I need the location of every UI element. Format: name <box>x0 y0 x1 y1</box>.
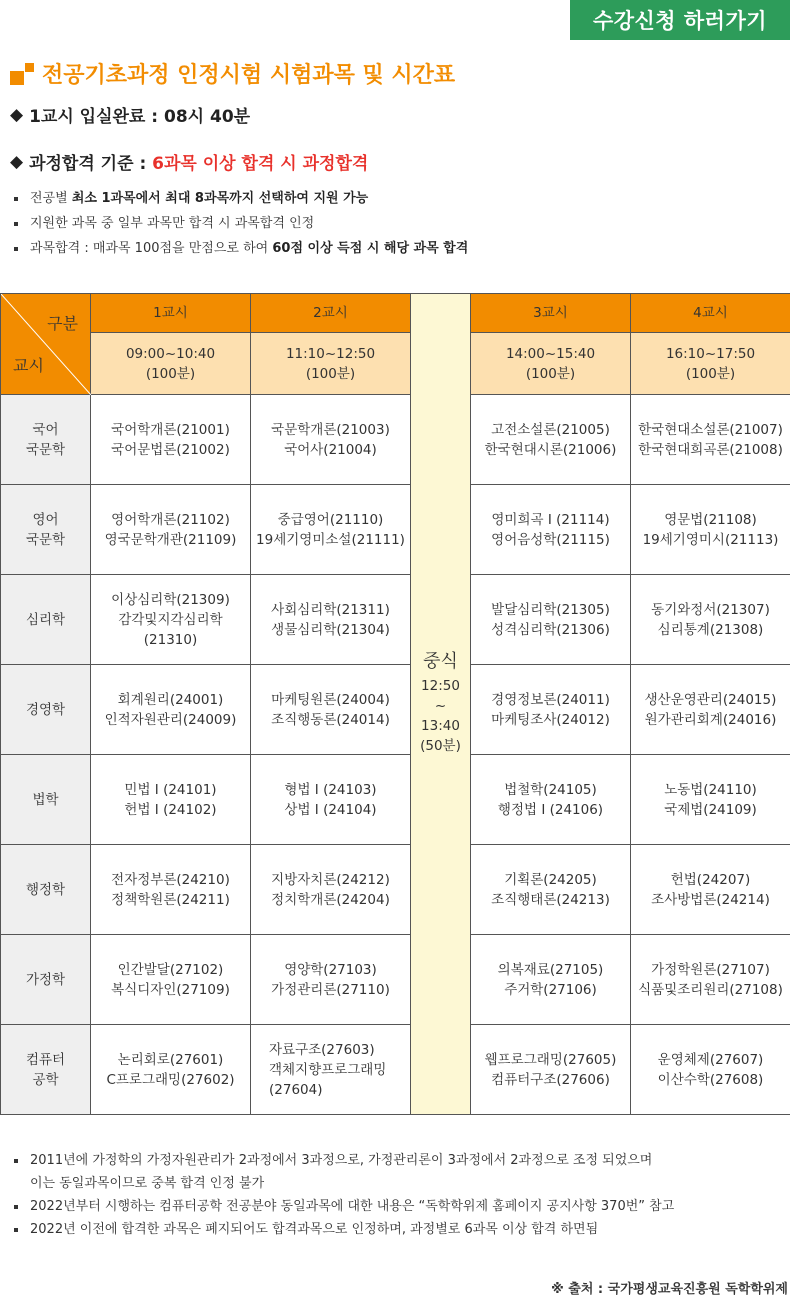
square-bullet-icon <box>10 63 34 85</box>
subject-cell: 논리회로(27601) C프로그래밍(27602) <box>91 1025 251 1115</box>
table-row <box>1 575 790 665</box>
subject-cell: 사회심리학(21311) 생물심리학(21304) <box>251 575 411 665</box>
source-credit: ※ 출처 : 국가평생교육진흥원 독학학위제 <box>551 1282 788 1297</box>
subject-cell: 마케팅원론(24004) 조직행동론(24014) <box>251 665 411 755</box>
lunch-start: 12:50 <box>421 678 460 694</box>
note-item: 2011년에 가정학의 가정자원관리가 2과정에서 3과정으로, 가정관리론이 3과정에서 2과정으로 조정 되었으며 이는 동일과목이므로 중복 합격 인정 불가 <box>14 1149 784 1195</box>
rule-item: 전공별 최소 1과목에서 최대 8과목까지 선택하여 지원 가능 <box>14 186 774 211</box>
lunch-column <box>411 294 471 1115</box>
lunch-label: 중식 <box>423 651 458 672</box>
pass-criteria-value: 6과목 이상 합격 시 과정합격 <box>152 154 369 174</box>
entry-time-text: 1교시 입실완료 : 08시 40분 <box>29 107 251 127</box>
major-cell: 심리학 <box>1 575 91 665</box>
page-title-row <box>10 58 455 89</box>
subject-cell: 영문법(21108) 19세기영미시(21113) <box>631 485 790 575</box>
corner-label-period: 교시 <box>13 356 44 375</box>
lunch-end: 13:40 <box>421 718 460 734</box>
subject-cell: 자료구조(27603) 객체지향프로그래밍 (27604) <box>251 1025 411 1115</box>
subject-cell: 한국현대소설론(21007) 한국현대희곡론(21008) <box>631 395 790 485</box>
lunch-duration: (50분) <box>420 738 461 754</box>
subject-cell: 노동법(24110) 국제법(24109) <box>631 755 790 845</box>
subject-cell: 영어학개론(21102) 영국문학개관(21109) <box>91 485 251 575</box>
table-row <box>1 935 790 1025</box>
pass-criteria-heading <box>10 149 368 174</box>
period-4-header: 4교시 <box>631 294 790 333</box>
period-1-header: 1교시 <box>91 294 251 333</box>
subject-cell: 중급영어(21110) 19세기영미소설(21111) <box>251 485 411 575</box>
period-1-time: 09:00~10:40 (100분) <box>91 333 251 395</box>
lunch-separator: ~ <box>434 698 447 714</box>
period-2-header: 2교시 <box>251 294 411 333</box>
table-row <box>1 665 790 755</box>
corner-diagonal-line <box>1 294 91 395</box>
subject-cell: 국문학개론(21003) 국어사(21004) <box>251 395 411 485</box>
subject-cell: 운영체제(27607) 이산수학(27608) <box>631 1025 790 1115</box>
subject-cell: 민법 I (24101) 헌법 I (24102) <box>91 755 251 845</box>
major-cell: 경영학 <box>1 665 91 755</box>
subject-cell: 영양학(27103) 가정관리론(27110) <box>251 935 411 1025</box>
major-cell: 법학 <box>1 755 91 845</box>
note-item: 2022년부터 시행하는 컴퓨터공학 전공분야 동일과목에 대한 내용은 “독학학위제 홈페이지 공지사항 370번” 참고 <box>14 1195 784 1218</box>
subject-cell: 지방자치론(24212) 정치학개론(24204) <box>251 845 411 935</box>
subject-cell: 전자정부론(24210) 정책학원론(24211) <box>91 845 251 935</box>
subject-cell: 헌법(24207) 조사방법론(24214) <box>631 845 790 935</box>
table-row <box>1 755 790 845</box>
table-corner-header <box>1 294 91 395</box>
page-title: 전공기초과정 인정시험 시험과목 및 시간표 <box>42 63 456 88</box>
subject-cell: 생산운영관리(24015) 원가관리회계(24016) <box>631 665 790 755</box>
period-3-time: 14:00~15:40 (100분) <box>471 333 631 395</box>
diamond-icon: ◆ <box>10 104 24 125</box>
subject-cell: 인간발달(27102) 복식디자인(27109) <box>91 935 251 1025</box>
table-row <box>1 1025 790 1115</box>
subject-cell: 형법 I (24103) 상법 I (24104) <box>251 755 411 845</box>
major-cell: 가정학 <box>1 935 91 1025</box>
rules-list <box>14 186 774 261</box>
subject-cell: 경영정보론(24011) 마케팅조사(24012) <box>471 665 631 755</box>
subject-cell: 기획론(24205) 조직행태론(24213) <box>471 845 631 935</box>
note-item: 2022년 이전에 합격한 과목은 폐지되어도 합격과목으로 인정하며, 과정별로 6과목 이상 합격 하면됨 <box>14 1218 784 1241</box>
subject-cell: 고전소설론(21005) 한국현대시론(21006) <box>471 395 631 485</box>
table-row <box>1 485 790 575</box>
subject-cell: 영미희곡 I (21114) 영어음성학(21115) <box>471 485 631 575</box>
period-3-header: 3교시 <box>471 294 631 333</box>
entry-time-heading <box>10 102 250 127</box>
table-row <box>1 845 790 935</box>
rule-item: 과목합격 : 매과목 100점을 만점으로 하여 60점 이상 득점 시 해당 과목 합격 <box>14 236 774 261</box>
subject-cell: 국어학개론(21001) 국어문법론(21002) <box>91 395 251 485</box>
major-cell: 행정학 <box>1 845 91 935</box>
diamond-icon: ◆ <box>10 151 24 172</box>
period-2-time: 11:10~12:50 (100분) <box>251 333 411 395</box>
subject-cell: 발달심리학(21305) 성격심리학(21306) <box>471 575 631 665</box>
subject-cell: 이상심리학(21309) 감각및지각심리학(21310) <box>91 575 251 665</box>
subject-cell: 동기와정서(21307) 심리통계(21308) <box>631 575 790 665</box>
corner-label-category: 구분 <box>47 314 78 333</box>
subject-cell: 웹프로그래밍(27605) 컴퓨터구조(27606) <box>471 1025 631 1115</box>
major-cell: 컴퓨터 공학 <box>1 1025 91 1115</box>
apply-course-button[interactable]: 수강신청 하러가기 <box>570 0 790 40</box>
rule-item: 지원한 과목 중 일부 과목만 합격 시 과목합격 인정 <box>14 211 774 236</box>
period-4-time: 16:10~17:50 (100분) <box>631 333 790 395</box>
exam-timetable <box>0 293 790 1115</box>
pass-criteria-label: 과정합격 기준 : <box>29 154 153 174</box>
subject-cell: 법철학(24105) 행정법 I (24106) <box>471 755 631 845</box>
major-cell: 국어 국문학 <box>1 395 91 485</box>
subject-cell: 가정학원론(27107) 식품및조리원리(27108) <box>631 935 790 1025</box>
notes-list <box>14 1149 784 1241</box>
major-cell: 영어 국문학 <box>1 485 91 575</box>
subject-cell: 의복재료(27105) 주거학(27106) <box>471 935 631 1025</box>
subject-cell: 회계원리(24001) 인적자원관리(24009) <box>91 665 251 755</box>
table-row <box>1 395 790 485</box>
